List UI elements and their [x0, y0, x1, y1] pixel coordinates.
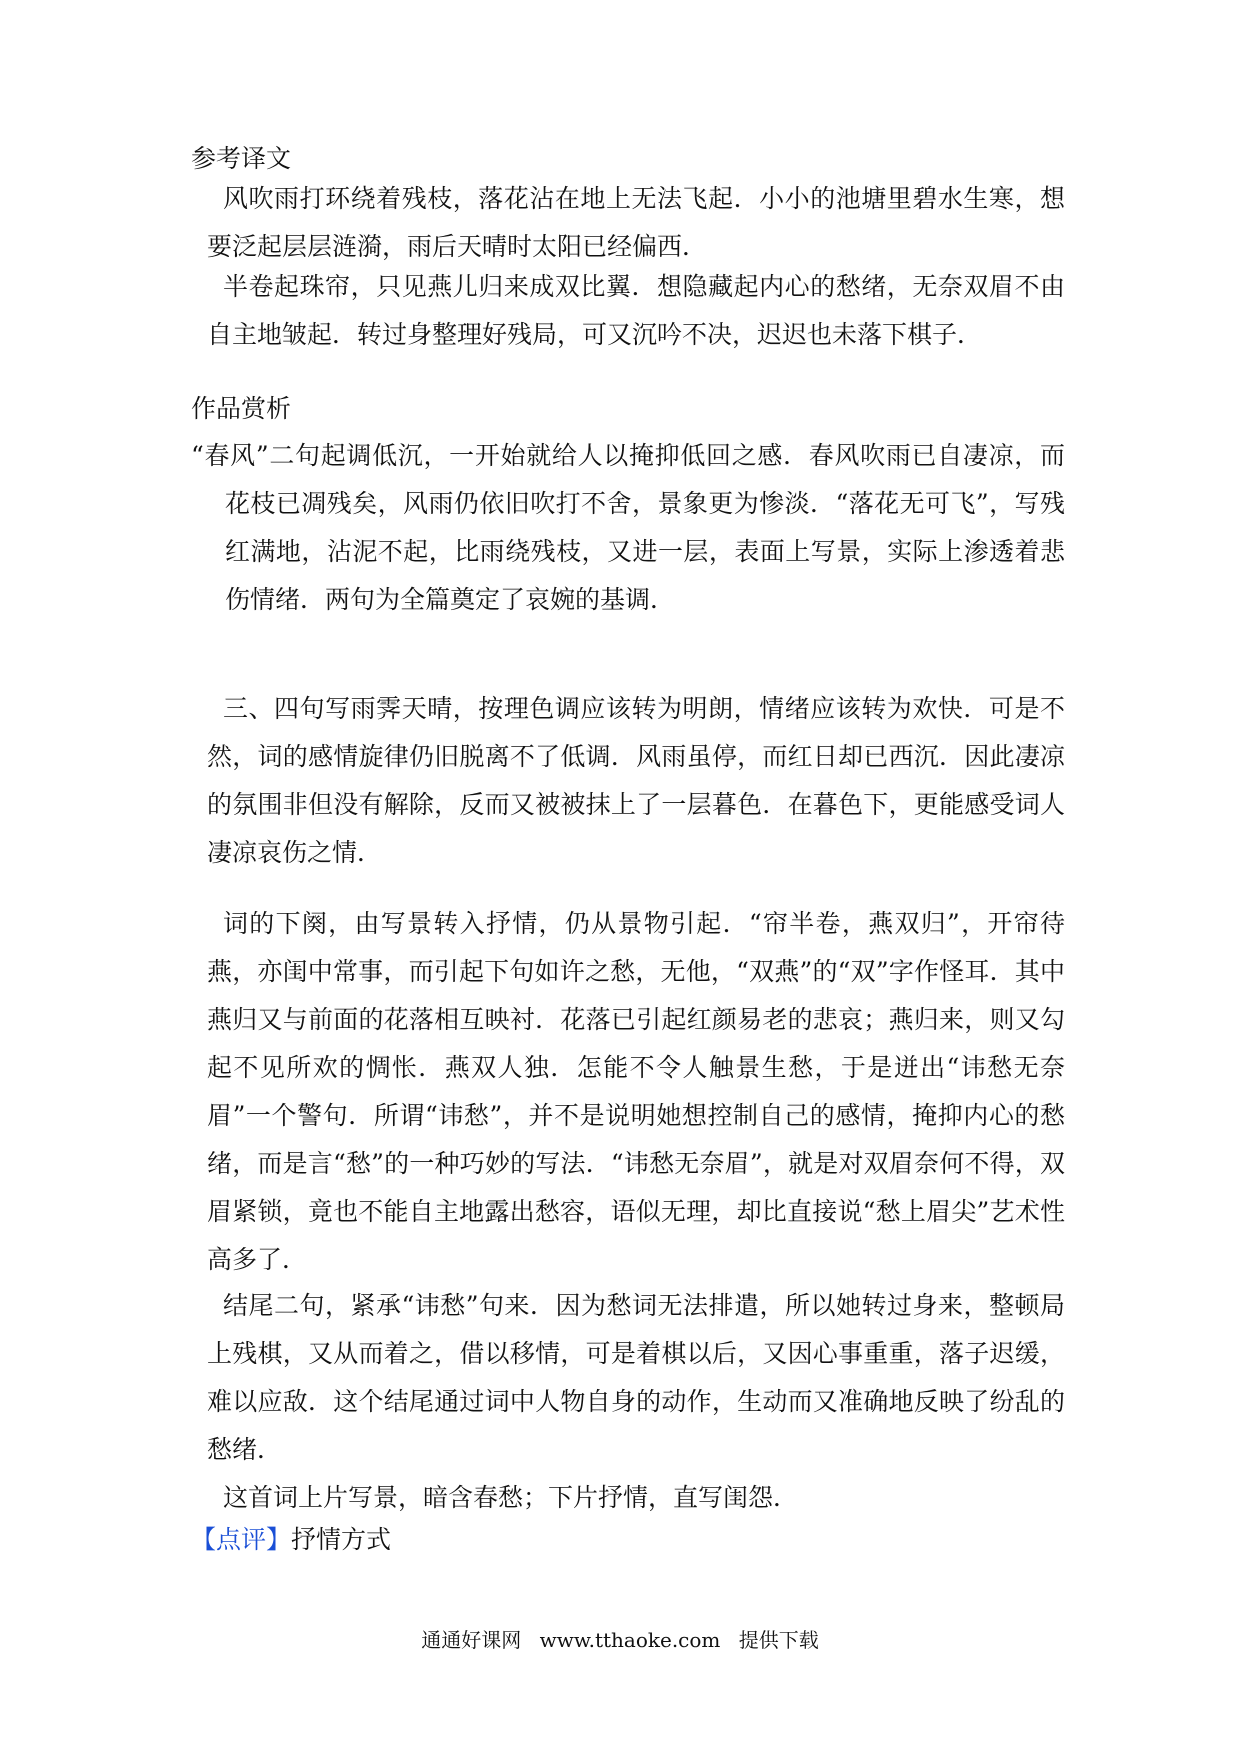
- appreciation-heading: 作品赏析: [191, 394, 292, 423]
- appreciation-paragraph-2-text: 三、四句写雨霁天晴，按理色调应该转为明朗，情绪应该转为欢快．可是不然，词的感情旋律仍旧脱离不了低调．风雨虽停，而红日却已西沉．因此凄凉的氛围非但没有解除，反而又被被抹上了一层暮色．在暮色下，更能感受词人凄凉哀伤之情．: [207, 694, 1065, 867]
- appreciation-paragraph-1-text: “春风”二句起调低沉，一开始就给人以掩抑低回之感．春风吹雨已自凄凉，而花枝已凋残矣，风雨仍依旧吹打不舍，景象更为惨淡．“落花无可飞”，写残红满地，沾泥不起，比雨绕残枝，又进一层，表面上写景，实际上渗透着悲伤情绪．两句为全篇奠定了哀婉的基调．: [191, 441, 1065, 614]
- footer-site-name: 通通好课网: [421, 1628, 522, 1652]
- translation-paragraph-1: [207, 175, 1065, 271]
- translation-heading: 参考译文: [191, 144, 292, 173]
- appreciation-paragraph-2: [207, 685, 1065, 877]
- footer-suffix: 提供下载: [738, 1628, 819, 1652]
- appreciation-paragraph-5-text: 这首词上片写景，暗含春愁；下片抒情，直写闺怨．: [223, 1483, 799, 1512]
- comment-line: [191, 1523, 391, 1557]
- footer-url[interactable]: www.tthaoke.com: [539, 1628, 721, 1652]
- page-footer: [0, 1627, 1240, 1653]
- comment-text: 抒情方式: [291, 1525, 392, 1554]
- translation-paragraph-1-text: 风吹雨打环绕着残枝，落花沾在地上无法飞起．小小的池塘里碧水生寒，想要泛起层层涟漪，雨后天晴时太阳已经偏西．: [207, 184, 1065, 261]
- appreciation-paragraph-4: [207, 1282, 1065, 1474]
- appreciation-paragraph-1: [191, 432, 1065, 624]
- appreciation-paragraph-3-text: 词的下阕，由写景转入抒情，仍从景物引起．“帘半卷，燕双归”，开帘待燕，亦闺中常事，而引起下句如许之愁，无他，“双燕”的“双”字作怪耳．其中燕归又与前面的花落相互映衬．花落已引起红颜易老的悲哀；燕归来，则又勾起不见所欢的惆怅．燕双人独．怎能不令人触景生愁，于是迸出“讳愁无奈眉”一个警句．所谓“讳愁”，并不是说明她想控制自己的感情，掩抑内心的愁绪，而是言“愁”的一种巧妙的写法．“讳愁无奈眉”，就是对双眉奈何不得，双眉紧锁，竟也不能自主地露出愁容，语似无理，却比直接说“愁上眉尖”艺术性高多了．: [207, 909, 1065, 1274]
- appreciation-paragraph-5: [207, 1474, 1065, 1522]
- appreciation-paragraph-3: [207, 900, 1065, 1284]
- translation-paragraph-2-text: 半卷起珠帘，只见燕儿归来成双比翼．想隐藏起内心的愁绪，无奈双眉不由自主地皱起．转过身整理好残局，可又沉吟不决，迟迟也未落下棋子．: [207, 272, 1065, 349]
- appreciation-paragraph-4-text: 结尾二句，紧承“讳愁”句来．因为愁词无法排遣，所以她转过身来，整顿局上残棋，又从而着之，借以移情，可是着棋以后，又因心事重重，落子迟缓，难以应敌．这个结尾通过词中人物自身的动作，生动而又准确地反映了纷乱的愁绪．: [207, 1291, 1065, 1464]
- comment-tag: 【点评】: [191, 1525, 292, 1554]
- translation-paragraph-2: [207, 263, 1065, 359]
